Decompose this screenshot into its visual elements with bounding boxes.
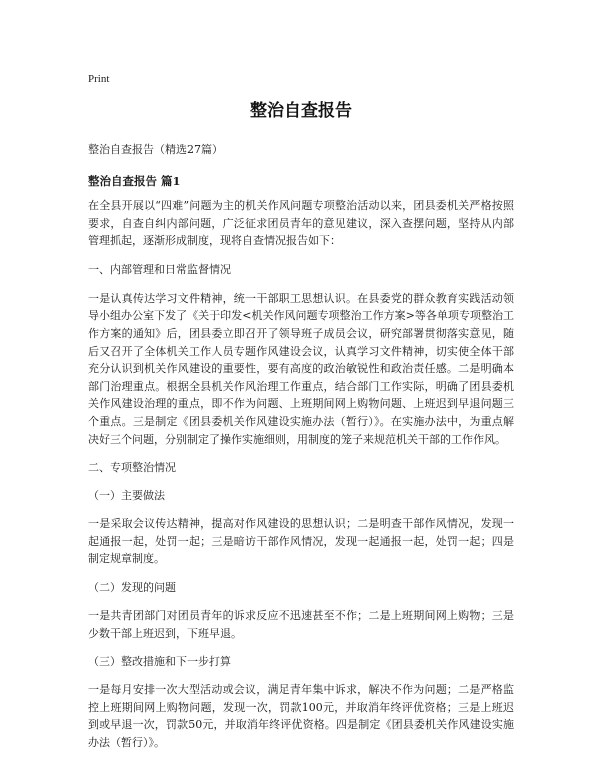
- subheading-problems-found: （二）发现的问题: [88, 580, 176, 594]
- paragraph-problems-found: 一是共青团部门对团员青年的诉求反应不迅速甚至不作；二是上班期间网上购物；三是少数干部上班迟到，下班早退。: [88, 608, 514, 640]
- subheading-rectification-measures: （三）整改措施和下一步打算: [88, 655, 231, 669]
- heading-internal-management: 一、内部管理和日常监督情况: [88, 262, 231, 276]
- heading-special-rectification: 二、专项整治情况: [88, 461, 176, 475]
- paragraph-internal-management: 一是认真传达学习文件精神，统一干部职工思想认识。在县委党的群众教育实践活动领导小组办公室下发了《关于印发<机关作风问题专项整治工作方案>等各单项专项整治工作方案的通知》后，团县委立即召开了领导班子成员会议，研究部署贯彻落实意见，随后又召开了全体机关工作人员专题作风建设会议，认真学习文件精神，切实使全体干部充分认识到机关作风建设的重要性，要有高度的政治敏锐性和政治责任感。二是明确本部门治理重点。根据全县机关作风治理工作重点，结合部门工作实际，明确了团县委机关作风建设治理的重点，即不作为问题、上班期间网上购物问题、上班迟到早退问题三个重点。三是制定《团县委机关作风建设实施办法（暂行）》。在实施办法中，为重点解决好三个问题，分别制定了操作实施细则，用制度的笼子来规范机关干部的工作作风。: [88, 291, 514, 446]
- paragraph-rectification-measures: 一是每月安排一次大型活动或会议，满足青年集中诉求，解决不作为问题；二是严格监控上班期间网上购物问题，发现一次，罚款100元，并取消年终评优资格；三是上班迟到或早退一次，罚款50元，并取消年终评优资格。四是制定《团县委机关作风建设实施办法（暂行）》。: [88, 683, 514, 749]
- document-title: 整治自查报告: [250, 101, 352, 121]
- print-link[interactable]: Print: [88, 73, 110, 85]
- paragraph-main-practices: 一是采取会议传达精神，提高对作风建设的思想认识；二是明查干部作风情况，发现一起通报一起，处罚一起；三是暗访干部作风情况，发现一起通报一起，处罚一起；四是制定规章制度。: [88, 517, 514, 566]
- section-title: 整治自查报告 篇1: [88, 174, 181, 188]
- intro-paragraph: 在全县开展以“四难”问题为主的机关作风问题专项整治活动以来，团县委机关严格按照要求，自查自纠内部问题，广泛征求团员青年的意见建议，深入查摆问题，坚持从内部管理抓起，逐渐形成制度，现将自查情况报告如下：: [88, 199, 514, 248]
- document-subtitle: 整治自查报告（精选27篇）: [88, 143, 223, 156]
- subheading-main-practices: （一）主要做法: [88, 489, 165, 503]
